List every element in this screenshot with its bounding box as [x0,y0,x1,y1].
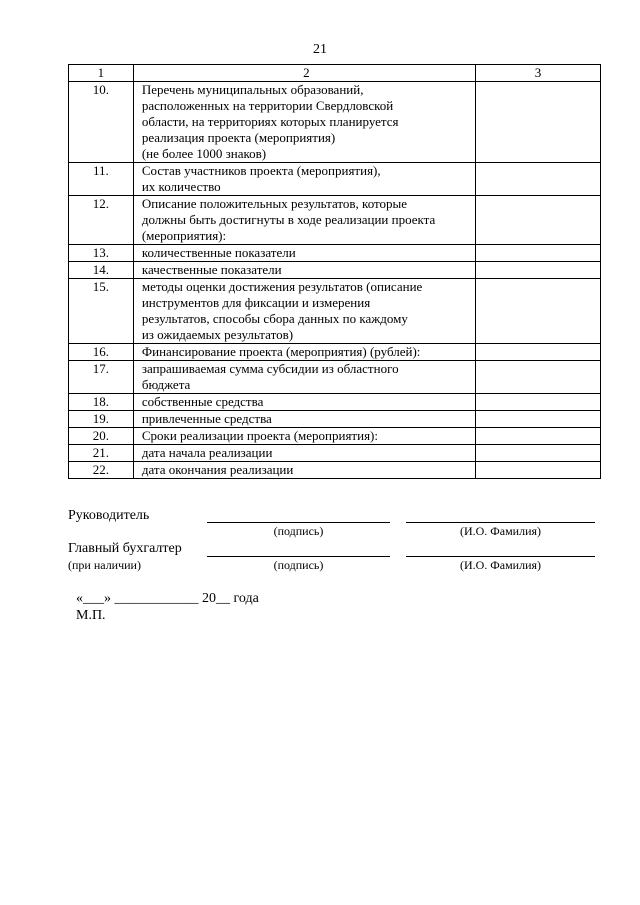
description-line: Описание положительных результатов, которые [141,196,408,211]
row-description [133,462,475,479]
table-row [69,428,601,445]
table-body [69,82,601,479]
row-number: 16. [69,344,134,361]
description-line: дата начала реализации [141,445,273,460]
table-row [69,196,601,245]
description-line: привлеченные средства [141,411,272,426]
row-number: 12. [69,196,134,245]
head-name-caption: (И.О. Фамилия) [459,524,542,538]
head-name-line[interactable] [406,522,595,523]
row-description [133,279,475,344]
row-description [133,361,475,394]
description-line: Состав участников проекта (мероприятия), [141,163,381,178]
description-line: собственные средства [141,394,264,409]
table-row [69,82,601,163]
row-value-cell[interactable] [475,344,600,361]
accountant-name-caption: (И.О. Фамилия) [459,558,542,572]
row-value-cell[interactable] [475,428,600,445]
description-line: должны быть достигнуты в ходе реализации проекта [141,212,436,227]
table-row [69,245,601,262]
row-number: 22. [69,462,134,479]
table-row [69,279,601,344]
row-value-cell[interactable] [475,411,600,428]
table-row [69,462,601,479]
description-line: их количество [141,179,221,194]
description-line: качественные показатели [141,262,282,277]
application-form-table [68,64,601,479]
row-number: 18. [69,394,134,411]
accountant-note: (при наличии) [68,558,141,572]
description-line: Финансирование проекта (мероприятия) (рублей): [141,344,421,359]
head-signature-block [68,508,608,538]
table-row [69,411,601,428]
description-line: из ожидаемых результатов) [141,327,294,342]
description-line: инструментов для фиксации и измерения [141,295,371,310]
row-description [133,82,475,163]
accountant-name-line[interactable] [406,556,595,557]
page-number: 21 [313,42,327,57]
row-value-cell[interactable] [475,445,600,462]
description-line: области, на территориях которых планируется [141,114,399,129]
row-number: 14. [69,262,134,279]
row-number: 10. [69,82,134,163]
row-number: 13. [69,245,134,262]
description-line: (мероприятия): [141,228,227,243]
description-line: расположенных на территории Свердловской [141,98,394,113]
date-line: «___» ____________ 20__ года [76,591,259,606]
row-number: 17. [69,361,134,394]
description-line: Сроки реализации проекта (мероприятия): [141,428,378,443]
row-value-cell[interactable] [475,196,600,245]
row-description [133,163,475,196]
row-number: 11. [69,163,134,196]
table-row [69,361,601,394]
row-description [133,411,475,428]
description-line: количественные показатели [141,245,296,260]
description-line: запрашиваемая сумма субсидии из областного [141,361,399,376]
row-value-cell[interactable] [475,82,600,163]
row-description [133,445,475,462]
head-label: Руководитель [68,508,150,523]
row-value-cell[interactable] [475,163,600,196]
row-description [133,394,475,411]
row-description [133,344,475,361]
table-row [69,445,601,462]
accountant-label: Главный бухгалтер [68,541,182,556]
description-line: результатов, способы сбора данных по каждому [141,311,408,326]
description-line: (не более 1000 знаков) [141,146,267,161]
column-header-1: 1 [69,65,134,82]
row-description [133,262,475,279]
head-signature-line[interactable] [207,522,390,523]
description-line: реализация проекта (мероприятия) [141,130,336,145]
row-value-cell[interactable] [475,462,600,479]
row-number: 19. [69,411,134,428]
description-line: дата окончания реализации [141,462,294,477]
description-line: методы оценки достижения результатов (описание [141,279,423,294]
row-value-cell[interactable] [475,245,600,262]
column-header-2: 2 [133,65,475,82]
row-value-cell[interactable] [475,394,600,411]
row-number: 15. [69,279,134,344]
accountant-signature-block [68,541,608,575]
description-line: бюджета [141,377,191,392]
accountant-signature-caption: (подпись) [273,558,324,572]
table-row [69,344,601,361]
seal-placeholder: М.П. [76,608,106,623]
table-row [69,394,601,411]
row-number: 21. [69,445,134,462]
description-line: Перечень муниципальных образований, [141,82,364,97]
table-row [69,163,601,196]
row-value-cell[interactable] [475,361,600,394]
row-value-cell[interactable] [475,279,600,344]
row-description [133,245,475,262]
accountant-signature-line[interactable] [207,556,390,557]
row-description [133,428,475,445]
row-value-cell[interactable] [475,262,600,279]
head-signature-caption: (подпись) [273,524,324,538]
row-description [133,196,475,245]
column-header-3: 3 [475,65,600,82]
table-row [69,262,601,279]
table-header-row [69,65,601,82]
row-number: 20. [69,428,134,445]
